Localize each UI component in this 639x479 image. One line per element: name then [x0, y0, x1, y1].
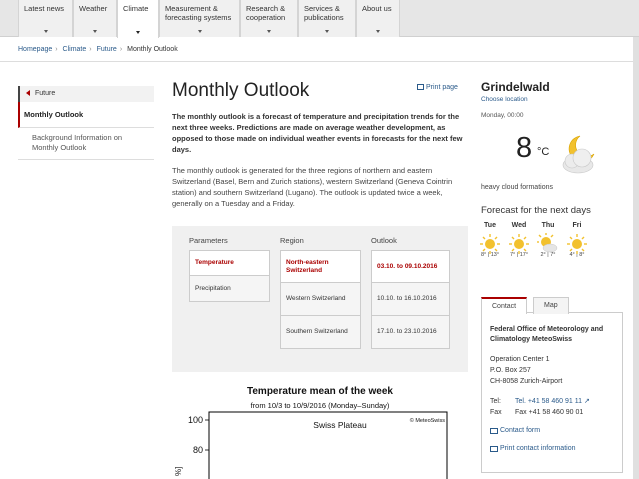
chevron-down-icon: [376, 30, 380, 33]
lead-paragraph: The monthly outlook is a forecast of temperature and precipitation trends for the next three weeks. Predictions are made on average weather development, as opposed to those made on individual weather events in forecasts for the next few days.: [172, 112, 463, 154]
temperature-unit: °C: [537, 146, 550, 158]
chart-subtitle: from 10/3 to 10/9/2016 (Monday–Sunday): [250, 401, 390, 410]
phone-block: [490, 396, 614, 418]
nav-tab-climate[interactable]: [117, 0, 159, 38]
sidebar-item-monthly-outlook[interactable]: [18, 102, 154, 128]
nav-tab-about[interactable]: [356, 0, 400, 37]
forecast-day[interactable]: [504, 222, 534, 258]
nav-tab-research[interactable]: [240, 0, 298, 37]
fax-number: Fax +41 58 460 90 01: [515, 409, 584, 416]
outlook-column: [371, 236, 450, 349]
sun-icon: [566, 233, 588, 255]
sun-icon: [508, 233, 530, 255]
option-precipitation[interactable]: Precipitation: [189, 276, 270, 302]
print-contact-label: Print contact information: [500, 445, 576, 452]
weather-widget: [480, 80, 627, 258]
chart-title: Temperature mean of the week: [247, 386, 393, 397]
divider: [0, 61, 639, 62]
chart-copyright: © MeteoSwiss: [409, 418, 445, 424]
contact-panel: [481, 313, 623, 473]
contact-tabs: [481, 297, 623, 313]
left-sidebar: [18, 86, 154, 160]
nav-tab-label: About us: [362, 4, 392, 13]
nav-tab-measurement[interactable]: [159, 0, 240, 37]
contact-form-link[interactable]: [490, 425, 614, 436]
forecast-temps: 4° | 8°: [569, 252, 585, 258]
current-temperature: 8: [516, 132, 533, 164]
forecast-day-name: Wed: [511, 222, 527, 229]
external-link-icon: ↗: [584, 398, 590, 405]
sidebar-back-future[interactable]: [18, 86, 154, 102]
phone-label: Tel:: [490, 398, 501, 405]
print-page-link[interactable]: [417, 84, 458, 91]
sidebar-back-label: Future: [35, 90, 56, 97]
body-paragraph: The monthly outlook is generated for the three regions of northern and eastern Switzerland (Basel, Bern and Zurich stations), western Switzerland (Geneva Cointrin station) and southern Switzerland (Lugano). The outlook is updated twice a week, generally on a Tuesday and a Friday.: [172, 166, 453, 208]
forecast-day-name: Tue: [484, 222, 496, 229]
sidebar-item-label: Background Information on Monthly Outlook: [32, 133, 123, 152]
option-week-3[interactable]: 17.10. to 23.10.2016: [371, 316, 450, 349]
fax-label: Fax: [490, 409, 502, 416]
condition-text: heavy cloud formations: [481, 184, 553, 191]
y-tick-label: 100: [187, 415, 203, 425]
breadcrumb-climate[interactable]: Climate: [62, 46, 87, 53]
nav-tab-label: Weather: [79, 4, 108, 13]
region-column: [280, 236, 361, 349]
y-tick-label: 80: [192, 445, 203, 455]
nav-tab-label: Climate: [123, 4, 149, 13]
printer-icon: [490, 446, 498, 452]
forecast-day-name: Thu: [541, 222, 555, 229]
chevron-down-icon: [44, 30, 48, 33]
nav-tab-label: Measurement & forecasting systems: [165, 4, 232, 22]
breadcrumb-future[interactable]: Future: [96, 46, 117, 53]
chevron-down-icon: [267, 30, 271, 33]
sun-cloud-icon: [537, 233, 559, 255]
chevron-down-icon: [136, 31, 140, 34]
nav-tab-services[interactable]: [298, 0, 356, 37]
nav-tab-weather[interactable]: [73, 0, 117, 37]
address-line: CH-8058 Zurich-Airport: [490, 378, 563, 385]
option-southern[interactable]: Southern Switzerland: [280, 316, 361, 349]
top-navigation: [0, 0, 639, 37]
fax-row: [490, 407, 614, 418]
location-name: Grindelwald: [481, 80, 550, 94]
nav-tab-latest-news[interactable]: [18, 0, 73, 37]
chevron-down-icon: [198, 30, 202, 33]
breadcrumb-home[interactable]: Homepage: [18, 46, 53, 53]
nav-tab-label: Latest news: [24, 4, 65, 13]
forecast-day[interactable]: [562, 222, 592, 258]
option-western[interactable]: Western Switzerland: [280, 283, 361, 316]
option-temperature[interactable]: Temperature: [189, 250, 270, 276]
forecast-temps: 8° | 13°: [480, 252, 500, 258]
main-content: [172, 80, 468, 335]
printer-icon: [417, 84, 424, 90]
print-label: Print page: [426, 84, 458, 91]
page-title: Monthly Outlook: [172, 80, 310, 101]
scrollbar-track[interactable]: [633, 37, 639, 479]
forecast-day-name: Fri: [572, 222, 582, 229]
temperature-chart: [172, 410, 468, 479]
address-line: P.O. Box 257: [490, 367, 531, 374]
forecast-title: Forecast for the next days: [481, 205, 591, 216]
address-line: Operation Center 1: [490, 356, 550, 363]
region-heading: Region: [280, 236, 304, 245]
forecast-day[interactable]: [533, 222, 563, 258]
current-time: Monday, 00:00: [481, 112, 524, 119]
parameters-heading: Parameters: [189, 236, 228, 245]
sidebar-item-label: Monthly Outlook: [24, 110, 84, 119]
option-week-2[interactable]: 10.10. to 16.10.2016: [371, 283, 450, 316]
phone-row: [490, 396, 614, 407]
nav-tab-label: Services & publications: [304, 4, 344, 22]
option-week-1[interactable]: 03.10. to 09.10.2016: [371, 250, 450, 283]
envelope-icon: [490, 428, 498, 434]
tab-contact[interactable]: Contact: [481, 297, 527, 314]
address-block: [490, 354, 614, 387]
chart-panel-label: Swiss Plateau: [313, 420, 367, 430]
forecast-temps: 7° | 17°: [509, 252, 529, 258]
partly-cloudy-night-icon: [558, 132, 602, 178]
back-arrow-icon: [26, 90, 30, 96]
chevron-down-icon: [325, 30, 329, 33]
breadcrumb-separator: ›: [55, 46, 58, 53]
phone-link[interactable]: Tel. +41 58 460 91 11: [515, 398, 583, 405]
forecast-temps: 2° | 7°: [540, 252, 556, 258]
breadcrumb-separator: ›: [89, 46, 92, 53]
chevron-down-icon: [93, 30, 97, 33]
breadcrumb-separator: ›: [119, 46, 123, 53]
contact-form-label: Contact form: [500, 427, 541, 434]
outlook-heading: Outlook: [371, 236, 397, 245]
forecast-day[interactable]: [475, 222, 505, 258]
breadcrumb: [18, 46, 181, 53]
choose-location-link[interactable]: Choose location: [481, 96, 528, 103]
print-contact-link[interactable]: [490, 443, 614, 454]
outlook-selector-panel: [172, 226, 468, 372]
y-axis-label: %]: [174, 466, 183, 476]
sidebar-item-background-info[interactable]: [18, 128, 154, 160]
sun-icon: [479, 233, 501, 255]
breadcrumb-current: Monthly Outlook: [127, 46, 178, 53]
nav-tab-label: Research & cooperation: [246, 4, 286, 22]
parameters-column: [189, 236, 270, 302]
organization-name: Federal Office of Meteorology and Climatology MeteoSwiss: [490, 326, 604, 343]
option-north-eastern[interactable]: North-eastern Switzerland: [280, 250, 361, 283]
tab-map[interactable]: Map: [533, 297, 569, 314]
